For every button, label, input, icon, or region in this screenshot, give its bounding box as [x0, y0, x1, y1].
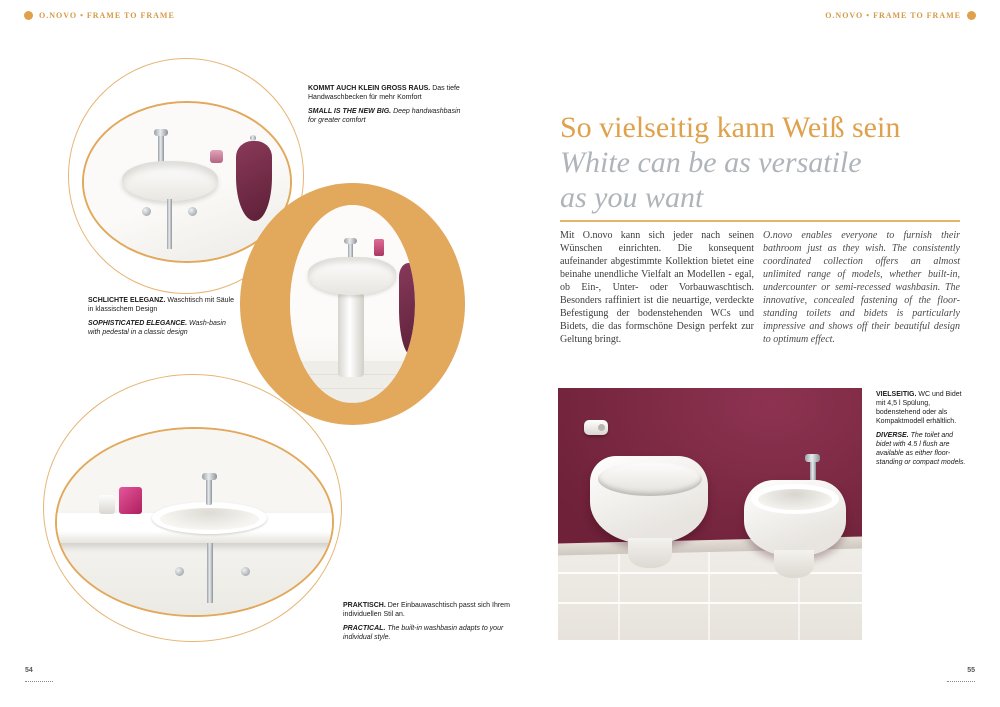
pedestal-washbasin-scene	[290, 205, 415, 403]
caption-en	[308, 107, 466, 125]
tile-line	[708, 548, 710, 640]
intro-paragraph-english: O.novo enables everyone to furnish their bathroom just as they wish. The consistently coordinated collection offers an almost unlimited range of models, whether built-in, undercounter or semi-recessed washbasin. The innovative, concealed fastening of the floor-standing toilets and bidets is particularly impressive and shows off their beautiful design to optimum effect.	[763, 230, 960, 345]
toilet-paper-roll	[584, 420, 608, 435]
headline-block	[560, 110, 965, 215]
pedestal	[338, 291, 364, 377]
headline-german: So vielseitig kann Weiß sein	[560, 111, 901, 144]
pink-bottle	[119, 487, 142, 514]
drain-pipe	[207, 543, 213, 603]
page-number-left: 54	[25, 667, 33, 674]
brand-dot-icon	[24, 11, 33, 20]
washbasin	[308, 257, 396, 295]
caption-de	[876, 390, 970, 426]
faucet	[158, 133, 164, 163]
white-jar	[99, 495, 115, 514]
o-letter-ring	[240, 183, 465, 425]
tile-line	[558, 602, 862, 604]
intro-paragraph-german: Mit O.novo kann sich jeder nach seinen Wünschen einrichten. Die konsequent aufeinander abgestimmte Kollektion bietet eine beinahe unendliche Vielfalt an Modellen - egal, ob Ein-, Unter- oder Vorbauwaschtisch. Besonders raffiniert ist die neuartige, verdeckte Befestigung der bodenstehenden WCs und Bidets, die das formschöne Design perfekt zur Geltung bringt.	[560, 230, 754, 345]
caption-sophisticated-elegance	[88, 296, 238, 342]
caption-de-rest: Der Einbauwaschtisch passt sich Ihrem individuellen Stil an.	[343, 602, 510, 618]
towel-hook	[250, 135, 256, 141]
bidet-bowl	[758, 489, 832, 510]
towel	[399, 263, 415, 355]
valve	[188, 207, 197, 216]
photo-built-in-washbasin	[55, 427, 334, 617]
caption-small-is-the-new-big	[308, 84, 466, 130]
valve	[175, 567, 184, 576]
caption-de-rest: Das tiefe Handwaschbecken für mehr Komfort	[308, 85, 460, 101]
caption-de	[308, 84, 466, 102]
wc-bidet-scene	[558, 388, 862, 640]
tile-line	[558, 572, 862, 574]
headline-english-line1: White can be as versatile	[560, 146, 862, 179]
caption-en-rest: Wash-basin with pedestal in a classic design	[88, 320, 226, 336]
tiled-floor	[558, 548, 862, 640]
folio-dashes-left	[25, 681, 53, 682]
caption-en-lead: SOPHISTICATED ELEGANCE.	[88, 320, 188, 327]
caption-en	[876, 431, 970, 467]
photo-wc-and-bidet	[558, 388, 862, 640]
faucet-lever	[202, 473, 217, 480]
running-head-right	[825, 11, 976, 20]
caption-en-rest: Deep handwashbasin for greater comfort	[308, 108, 461, 124]
drain-pipe	[167, 199, 172, 249]
basin-bowl	[160, 508, 259, 530]
caption-de-lead: KOMMT AUCH KLEIN GROSS RAUS.	[308, 85, 431, 92]
caption-de-lead: SCHLICHTE ELEGANZ.	[88, 297, 166, 304]
wc-seat-lid	[598, 462, 702, 496]
caption-en	[88, 319, 238, 337]
caption-de-lead: PRAKTISCH.	[343, 602, 386, 609]
caption-de	[88, 296, 238, 314]
caption-en-lead: PRACTICAL.	[343, 625, 386, 632]
caption-de-lead: VIELSEITIG.	[876, 391, 917, 398]
orange-rule	[560, 220, 960, 222]
caption-en-lead: DIVERSE.	[876, 432, 909, 439]
faucet	[206, 477, 212, 505]
headline-english-line2: as you want	[560, 181, 704, 214]
pink-cup	[210, 150, 223, 163]
caption-diverse	[876, 390, 970, 472]
caption-en-rest: The toilet and bidet with 4.5 l flush are available as either floor-standing or compact models.	[876, 432, 966, 466]
valve	[142, 207, 151, 216]
caption-en	[343, 624, 511, 642]
caption-de	[343, 601, 511, 619]
caption-en-lead: SMALL IS THE NEW BIG.	[308, 108, 392, 115]
running-head-left	[24, 11, 175, 20]
bidet-outlet	[774, 550, 814, 578]
running-head-left-label: O.NOVO • FRAME TO FRAME	[39, 11, 175, 20]
brand-dot-icon	[967, 11, 976, 20]
running-head-right-label: O.NOVO • FRAME TO FRAME	[825, 11, 961, 20]
caption-de-rest: Waschtisch mit Säule in klassischem Design	[88, 297, 234, 313]
pink-bottle	[374, 239, 384, 256]
caption-de-rest: WC und Bidet mit 4,5 l Spülung, bodenstehend oder als Kompaktmodell erhältlich.	[876, 391, 962, 425]
wc-outlet	[628, 538, 672, 568]
faucet-lever	[154, 129, 168, 136]
folio-dashes-right	[947, 681, 975, 682]
washbasin	[122, 161, 218, 201]
page-number-right: 55	[967, 667, 975, 674]
tile-line	[618, 548, 620, 640]
bidet-faucet-lever	[805, 454, 820, 462]
photo-pedestal-washbasin	[290, 205, 415, 403]
caption-practical	[343, 601, 511, 647]
valve	[241, 567, 250, 576]
towel	[236, 141, 272, 221]
caption-en-rest: The built-in washbasin adapts to your individual style.	[343, 625, 504, 641]
faucet-lever	[344, 238, 357, 244]
built-in-washbasin-scene	[57, 429, 332, 615]
